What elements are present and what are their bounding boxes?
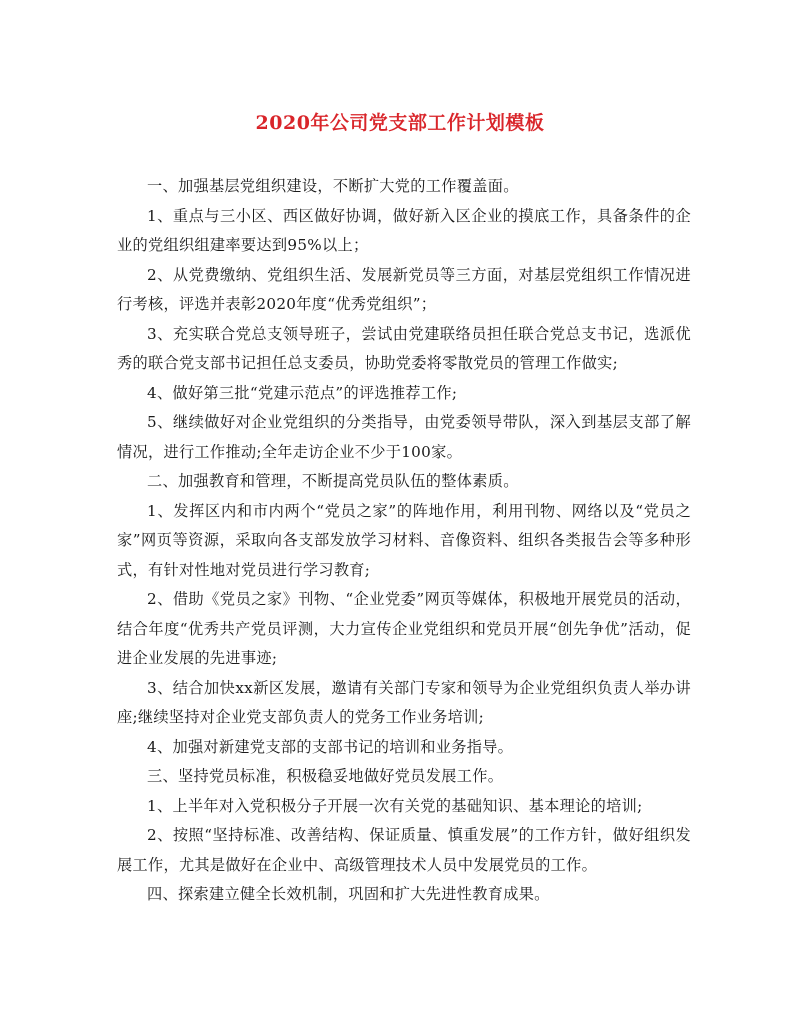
paragraph-1-4: 4、做好第三批“党建示范点”的评选推荐工作; <box>147 383 458 402</box>
paragraph-3-1: 1、上半年对入党积极分子开展一次有关党的基础知识、基本理论的培训; <box>147 796 643 815</box>
paragraph-1-2: 2、从党费缴纳、党组织生活、发展新党员等三方面，对基层党组织工作情况进行考核，评选并表彰2020年度“优秀党组织”； <box>117 265 691 313</box>
section-heading-1: 一、加强基层党组织建设，不断扩大党的工作覆盖面。 <box>147 177 519 195</box>
paragraph-2-2: 2、借助《党员之家》刊物、“企业党委”网页等媒体，积极地开展党员的活动，结合年度“优秀共产党员评测，大力宣传企业党组织和党员开展“创先争优”活动，促进企业发展的先进事迹; <box>117 590 691 667</box>
document-title: 2020年公司党支部工作计划模板 <box>255 112 545 134</box>
document-body <box>117 172 691 910</box>
paragraph-2-4: 4、加强对新建党支部的支部书记的培训和业务指导。 <box>147 737 514 756</box>
paragraph-2-3: 3、结合加快xx新区发展，邀请有关部门专家和领导为企业党组织负责人举办讲座;继续坚持对企业党支部负责人的党务工作业务培训; <box>117 678 691 726</box>
paragraph-3-2: 2、按照“坚持标准、改善结构、保证质量、慎重发展”的工作方针，做好组织发展工作，尤其是做好在企业中、高级管理技术人员中发展党员的工作。 <box>117 826 691 874</box>
paragraph-1-3: 3、充实联合党总支领导班子，尝试由党建联络员担任联合党总支书记，选派优秀的联合党支部书记担任总支委员，协助党委将零散党员的管理工作做实; <box>117 324 691 372</box>
section-heading-3: 三、坚持党员标准，积极稳妥地做好党员发展工作。 <box>147 767 504 785</box>
paragraph-1-1: 1、重点与三小区、西区做好协调，做好新入区企业的摸底工作，具备条件的企业的党组织组建率要达到95%以上； <box>117 206 691 254</box>
paragraph-1-5: 5、继续做好对企业党组织的分类指导，由党委领导带队，深入到基层支部了解情况，进行工作推动;全年走访企业不少于100家。 <box>117 413 691 461</box>
section-heading-4: 四、探索建立健全长效机制，巩固和扩大先进性教育成果。 <box>147 885 550 903</box>
section-heading-2: 二、加强教育和管理，不断提高党员队伍的整体素质。 <box>147 472 519 490</box>
paragraph-2-1: 1、发挥区内和市内两个“党员之家”的阵地作用，利用刊物、网络以及“党员之家”网页等资源，采取向各支部发放学习材料、音像资料、组织各类报告会等多种形式，有针对性地对党员进行学习教育; <box>117 501 691 579</box>
